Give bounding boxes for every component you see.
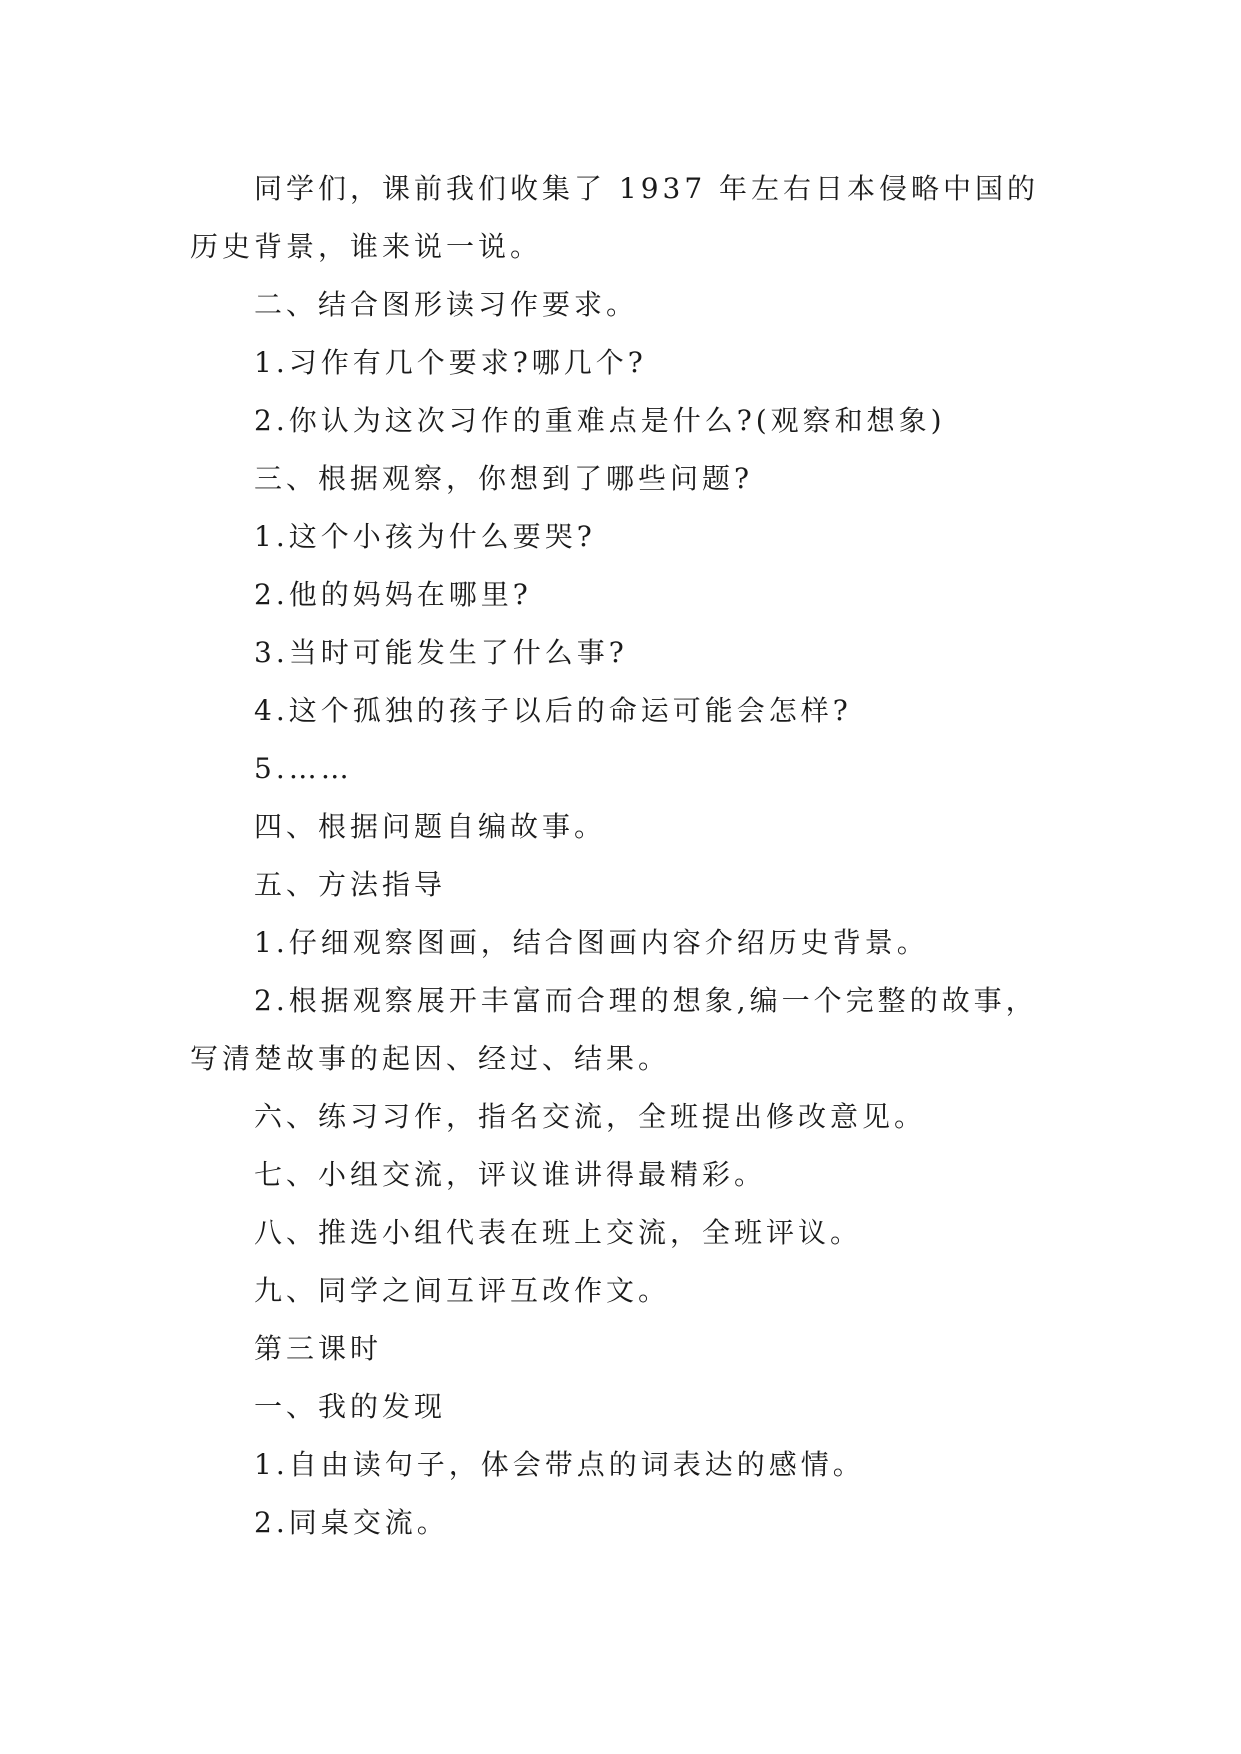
paragraph-5: 三、根据观察，你想到了哪些问题?: [254, 462, 754, 495]
paragraph-3: 1.习作有几个要求?哪几个?: [254, 346, 647, 379]
paragraph-13: 1.仔细观察图画，结合图画内容介绍历史背景。: [254, 926, 929, 959]
paragraph-17: 八、推选小组代表在班上交流，全班评议。: [254, 1216, 863, 1249]
paragraph-18: 九、同学之间互评互改作文。: [254, 1274, 671, 1307]
paragraph-19: 第三课时: [254, 1332, 383, 1365]
paragraph-10: 5.……: [254, 752, 353, 785]
paragraph-1: 同学们，课前我们收集了 1937 年左右日本侵略中国的历史背景，谁来说一说。: [190, 172, 1040, 263]
paragraph-16: 七、小组交流，评议谁讲得最精彩。: [254, 1158, 767, 1191]
paragraph-20: 一、我的发现: [254, 1390, 447, 1423]
paragraph-21: 1.自由读句子，体会带点的词表达的感情。: [254, 1448, 865, 1481]
paragraph-14: 2.根据观察展开丰富而合理的想象,编一个完整的故事，写清楚故事的起因、经过、结果。: [190, 984, 1038, 1075]
paragraph-6: 1.这个小孩为什么要哭?: [254, 520, 596, 553]
paragraph-7: 2.他的妈妈在哪里?: [254, 578, 532, 611]
paragraph-22: 2.同桌交流。: [254, 1506, 449, 1539]
paragraph-12: 五、方法指导: [254, 868, 447, 901]
paragraph-15: 六、练习习作，指名交流，全班提出修改意见。: [254, 1100, 927, 1133]
paragraph-4: 2.你认为这次习作的重难点是什么?(观察和想象): [254, 404, 946, 437]
document-body: [190, 160, 1060, 1552]
paragraph-11: 四、根据问题自编故事。: [254, 810, 607, 843]
paragraph-9: 4.这个孤独的孩子以后的命运可能会怎样?: [254, 694, 852, 727]
paragraph-2: 二、结合图形读习作要求。: [254, 288, 639, 321]
paragraph-8: 3.当时可能发生了什么事?: [254, 636, 628, 669]
